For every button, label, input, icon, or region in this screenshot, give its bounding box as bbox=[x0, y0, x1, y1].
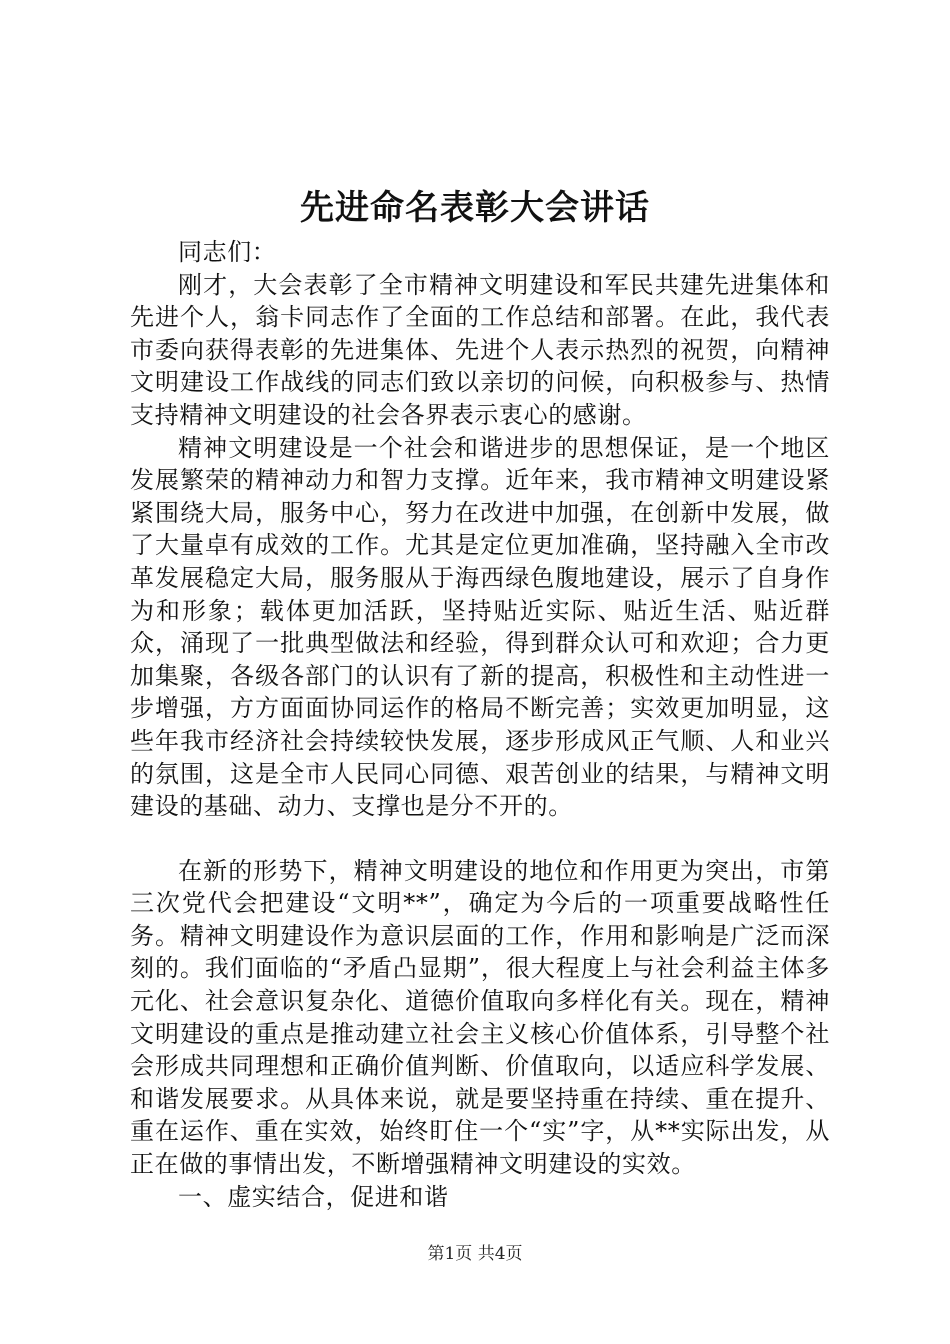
salutation: 同志们： bbox=[178, 238, 277, 266]
paragraph-1: 刚才，大会表彰了全市精神文明建设和军民共建先进集体和先进个人，翁卡同志作了全面的工作总结和部署。在此，我代表市委向获得表彰的先进集体、先进个人表示热烈的祝贺，向精神文明建设工作战线的同志们致以亲切的问候，向积极参与、热情支持精神文明建设的社会各界表示衷心的感谢。 bbox=[130, 270, 830, 429]
document-title: 先进命名表彰大会讲话 bbox=[300, 188, 650, 228]
section-heading: 一、虚实结合，促进和谐 bbox=[178, 1182, 449, 1211]
paragraph-gap bbox=[130, 823, 830, 855]
document-body bbox=[130, 236, 830, 1213]
paragraph-3: 在新的形势下，精神文明建设的地位和作用更为突出，市第三次党代会把建设“文明**”，确定为今后的一项重要战略性任务。精神文明建设作为意识层面的工作，作用和影响是广泛而深刻的。我们面临的“矛盾凸显期”，很大程度上与社会利益主体多元化、社会意识复杂化、道德价值取向多样化有关。现在，精神文明建设的重点是推动建立社会主义核心价值体系，引导整个社会形成共同理想和正确价值判断、价值取向，以适应科学发展、和谐发展要求。从具体来说，就是要坚持重在持续、重在提升、重在运作、重在实效，始终盯住一个“实”字，从**实际出发，从正在做的事情出发，不断增强精神文明建设的实效。 bbox=[130, 856, 830, 1179]
paragraph-2: 精神文明建设是一个社会和谐进步的思想保证，是一个地区发展繁荣的精神动力和智力支撑。近年来，我市精神文明建设紧紧围绕大局，服务中心，努力在改进中加强，在创新中发展，做了大量卓有成效的工作。尤其是定位更加准确，坚持融入全市改革发展稳定大局，服务服从于海西绿色腹地建设，展示了自身作为和形象；载体更加活跃，坚持贴近实际、贴近生活、贴近群众，涌现了一批典型做法和经验，得到群众认可和欢迎；合力更加集聚，各级各部门的认识有了新的提高，积极性和主动性进一步增强，方方面面协同运作的格局不断完善；实效更加明显，这些年我市经济社会持续较快发展，逐步形成风正气顺、人和业兴的氛围，这是全市人民同心同德、艰苦创业的结果，与精神文明建设的基础、动力、支撑也是分不开的。 bbox=[130, 433, 830, 821]
page-footer: 第1页 共4页 bbox=[427, 1244, 523, 1264]
